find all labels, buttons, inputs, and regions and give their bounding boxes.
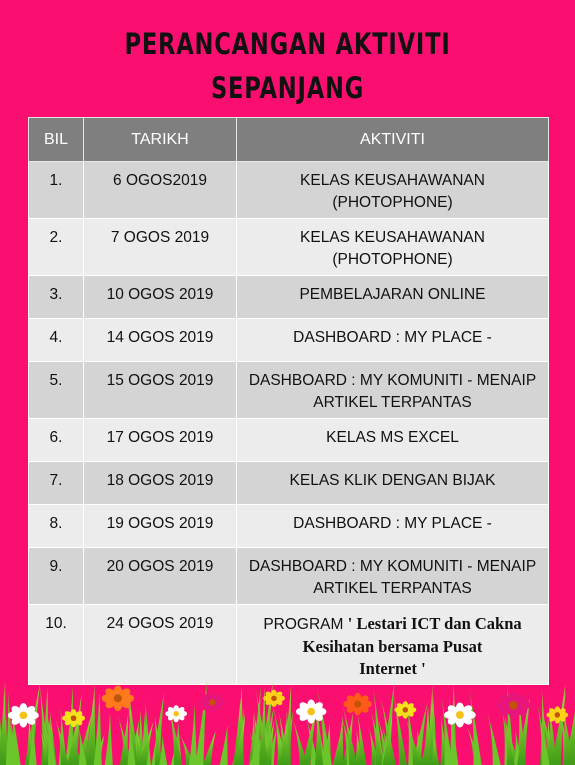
cell-tarikh: 7 OGOS 2019 [84, 219, 237, 276]
table-row [29, 362, 549, 419]
cell-bil: 8. [29, 505, 84, 548]
aktiviti-line: ' Lestari ICT dan Cakna [347, 614, 522, 633]
header-bil: BIL [29, 118, 84, 162]
cell-aktiviti [237, 219, 549, 276]
cell-tarikh: 6 OGOS2019 [84, 162, 237, 219]
grass-blade [203, 731, 216, 765]
title-line-1: PERANCANGAN AKTIVITI SEPANJANG [124, 27, 451, 105]
cell-aktiviti [237, 362, 549, 419]
aktiviti-line: Internet ' [359, 659, 426, 678]
grass-blade [195, 681, 207, 765]
aktiviti-line: DASHBOARD : MY KOMUNITI - MENAIP [248, 372, 537, 389]
cell-tarikh: 24 OGOS 2019 [84, 605, 237, 685]
activity-table [28, 117, 549, 685]
table-row [29, 548, 549, 605]
table-row [29, 276, 549, 319]
cell-tarikh: 10 OGOS 2019 [84, 276, 237, 319]
aktiviti-prefix: PROGRAM [263, 616, 348, 633]
flower [263, 690, 285, 707]
aktiviti-line: ARTIKEL TERPANTAS [313, 580, 472, 597]
flower [546, 706, 568, 723]
cell-aktiviti [237, 319, 549, 362]
cell-bil: 3. [29, 276, 84, 319]
aktiviti-line: DASHBOARD : MY PLACE - [293, 515, 492, 532]
grass-blade [94, 691, 102, 765]
cell-bil: 9. [29, 548, 84, 605]
flower [296, 700, 326, 724]
aktiviti-line: KELAS KLIK DENGAN BIJAK [289, 472, 496, 489]
cell-aktiviti [237, 462, 549, 505]
cell-tarikh: 15 OGOS 2019 [84, 362, 237, 419]
grass-blade [0, 681, 6, 765]
aktiviti-line: DASHBOARD : MY KOMUNITI - MENAIP [248, 558, 537, 575]
grass-blade [487, 711, 501, 765]
grass-blade [189, 704, 197, 765]
flower [62, 709, 85, 727]
aktiviti-line: KELAS MS EXCEL [326, 429, 459, 446]
cell-bil: 7. [29, 462, 84, 505]
cell-aktiviti [237, 505, 549, 548]
cell-bil: 5. [29, 362, 84, 419]
flower [199, 692, 225, 712]
header-tarikh: TARIKH [84, 118, 237, 162]
aktiviti-line: KELAS KEUSAHAWANAN [300, 229, 485, 246]
aktiviti-line: (PHOTOPHONE) [332, 194, 453, 211]
table-row [29, 319, 549, 362]
aktiviti-line: KELAS KEUSAHAWANAN [300, 172, 485, 189]
header-aktiviti: AKTIVITI [237, 118, 549, 162]
cell-aktiviti [237, 162, 549, 219]
cell-tarikh: 20 OGOS 2019 [84, 548, 237, 605]
flower [444, 702, 476, 727]
flower [165, 705, 187, 722]
cell-tarikh: 18 OGOS 2019 [84, 462, 237, 505]
table-header-row [29, 118, 549, 162]
grass-blade [220, 725, 228, 765]
table-row [29, 462, 549, 505]
flower [102, 686, 134, 712]
table-row [29, 605, 549, 685]
table-row [29, 219, 549, 276]
grass-blade [105, 712, 113, 765]
table-row [29, 162, 549, 219]
cell-bil: 10. [29, 605, 84, 685]
cell-aktiviti [237, 548, 549, 605]
cell-tarikh: 14 OGOS 2019 [84, 319, 237, 362]
cell-aktiviti [237, 605, 549, 685]
flower [394, 701, 416, 718]
cell-aktiviti [237, 276, 549, 319]
aktiviti-line: Kesihatan bersama Pusat [302, 637, 483, 656]
cell-tarikh: 19 OGOS 2019 [84, 505, 237, 548]
table-row [29, 505, 549, 548]
cell-bil: 4. [29, 319, 84, 362]
aktiviti-line: ARTIKEL TERPANTAS [313, 394, 472, 411]
aktiviti-line: DASHBOARD : MY PLACE - [293, 329, 492, 346]
table-row [29, 419, 549, 462]
cell-tarikh: 17 OGOS 2019 [84, 419, 237, 462]
cell-bil: 1. [29, 162, 84, 219]
aktiviti-line: (PHOTOPHONE) [332, 251, 453, 268]
cell-aktiviti [237, 419, 549, 462]
grass-blade [6, 692, 14, 765]
cell-bil: 2. [29, 219, 84, 276]
cell-bil: 6. [29, 419, 84, 462]
aktiviti-line: PEMBELAJARAN ONLINE [299, 286, 486, 303]
flower [496, 692, 530, 719]
flower [8, 703, 39, 727]
flower-meadow-icon [0, 676, 575, 765]
flower [343, 693, 371, 716]
grass-blade [358, 715, 367, 765]
